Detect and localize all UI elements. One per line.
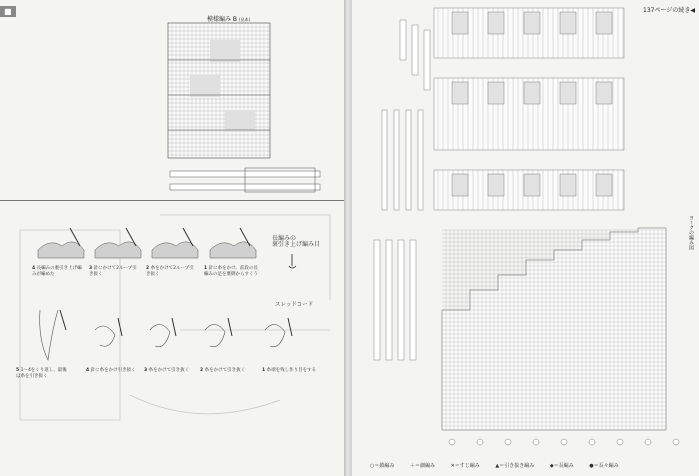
chart-title: 模様編み B (見本) [207,16,251,23]
pattern-block [596,12,612,34]
step-caption: 1 針に糸をかけ、前段の長編みの足を裏側からすくう [204,266,258,277]
page-tab-left: ■ [0,6,16,17]
step-caption: 2 糸をかけて引き抜く [200,368,246,373]
symbol-legend [370,462,633,469]
pattern-block [488,12,504,34]
step-caption: 4 針に糸をかけ引き抜く [86,368,136,373]
book-gutter [344,0,352,476]
stitch-symbol [289,254,296,268]
right-page [352,0,699,476]
stitch-illustrations-top [38,228,256,258]
cord-strip [386,240,392,360]
section-divider [0,200,344,201]
legend-item: ＋＝細編み [409,463,435,469]
step-caption: 3 糸をかけて引き抜く [144,368,190,373]
step-marker [645,439,651,445]
cord-strip [394,110,399,210]
left-page [0,0,344,476]
cord-strip [398,240,404,360]
pattern-block [596,82,612,104]
pattern-chart-b [168,23,270,158]
pattern-block [524,12,540,34]
cord-strip [424,30,430,90]
legend-item: ○＝鎖編み [370,463,395,469]
legend-item: ◆＝長編み [549,463,574,469]
cord-strip [406,110,411,210]
step-caption: 1 糸端を残し作り目をする [262,368,317,373]
pattern-block [452,82,468,104]
pattern-block [488,82,504,104]
pattern-block [560,82,576,104]
pattern-block [524,82,540,104]
step-marker [617,439,623,445]
pattern-block [596,174,612,196]
cord-strip [400,20,406,60]
step-caption: 4 長編みの裏引き上げ編みが編めた [32,266,82,277]
step-caption: 2 糸をかけて2ループ引き抜く [146,266,194,277]
step-marker [533,439,539,445]
legend-item: ▲＝引き抜き編み [495,463,535,469]
pattern-block [560,174,576,196]
yoke-chart [352,0,699,476]
step-marker [505,439,511,445]
cord-strip [418,110,423,210]
slip-cord-title: スレッドコード [275,302,314,308]
legend-item: ✕＝すじ編み [450,463,480,469]
continued-from-label: 137ページの続き◀ [643,7,695,14]
pattern-block [524,174,540,196]
step-caption: 3 針にかけて2ループ引き抜く [89,266,137,277]
pattern-block [560,12,576,34]
pattern-block [452,174,468,196]
pattern-block [452,12,468,34]
pattern-block [488,174,504,196]
step-marker [561,439,567,445]
cord-strips [170,168,320,192]
cord-strip [410,240,416,360]
step-marker [477,439,483,445]
cord-strip [374,240,380,360]
step-caption: 5 1～4をくり返し、最後は糸を引き抜く [16,368,67,379]
yoke-side-label: ヨークの編み図 [688,215,694,250]
legend-item: ●＝長々編み [589,463,619,469]
step-marker [589,439,595,445]
step-marker [673,439,679,445]
cord-illustrations-bottom [40,310,292,360]
cord-strip [412,25,418,75]
step-marker [449,439,455,445]
stitch-section-title: 長編みの 裏引き上げ編み目 [272,235,321,248]
cord-strip [382,110,387,210]
